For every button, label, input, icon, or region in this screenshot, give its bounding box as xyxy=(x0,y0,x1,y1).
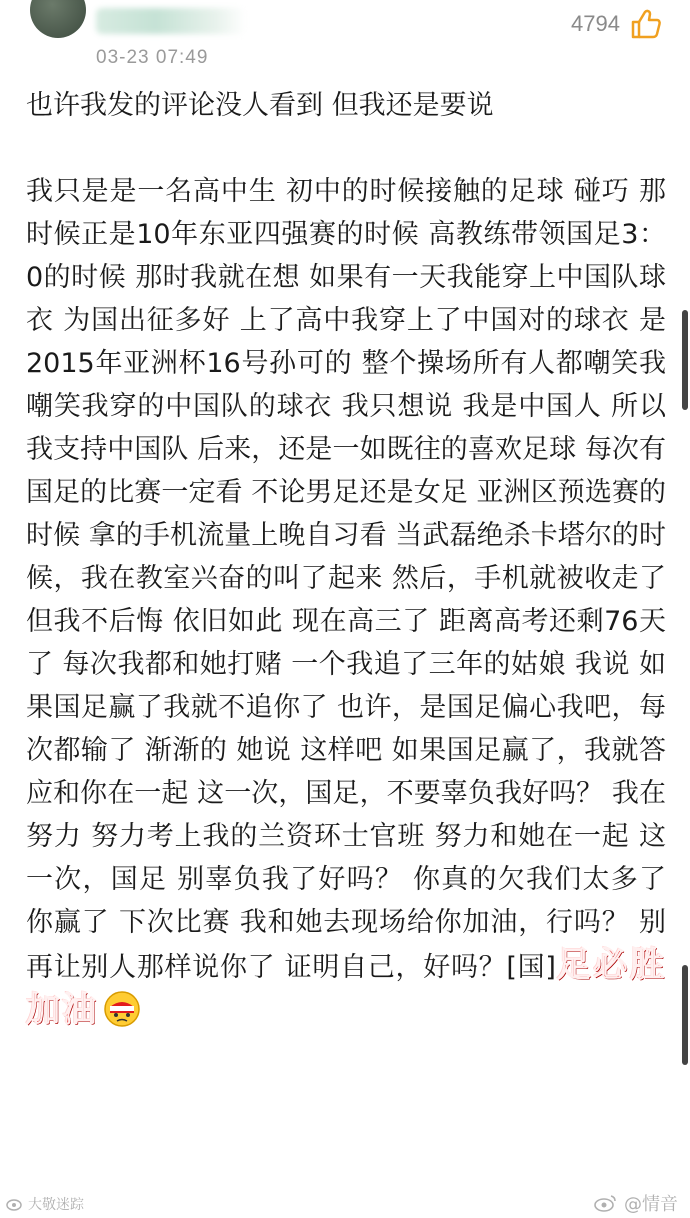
watermark-left-text: 大敬迷踪 xyxy=(28,1197,84,1213)
like-count: 4794 xyxy=(571,11,620,36)
watermark-right-text: @情音 xyxy=(624,1194,678,1215)
weibo-icon xyxy=(594,1193,618,1213)
comment-text xyxy=(26,170,666,1034)
comment-intro: 也许我发的评论没人看到 但我还是要说 xyxy=(26,90,494,121)
watermark-left xyxy=(6,1194,84,1214)
comment-main-text: 我只是是一名高中生 初中的时候接触的足球 碰巧 那时候正是10年东亚四强赛的时候 高教练带领国足3：0的时候 那时我就在想 如果有一天我能穿上中国队球衣 为国出征多好 上了高中我穿上了中国对的球衣 是2015年亚洲杯16号孙可的 整个操场所有人都嘲笑我 嘲笑我穿的中国队的球衣 我只想说 我是中国人 所以 我支持中国队 后来，还是一如既往的喜欢足球 每次有国足的比赛一定看 不论男足还是女足 亚洲区预选赛的时候 拿的手机流量上晚自习看 当武磊绝杀卡塔尔的时候，我在教室兴奋的叫了起来 然后，手机就被收走了 但我不后悔 依旧如此 现在高三了 距离高考还剩76天了 每次我都和她打赌 一个我追了三年的姑娘 我说 如果国足赢了我就不追你了 也许，是国足偏心我吧，每次都输了 渐渐的 她说 这样吧 如果国足赢了，我就答应和你在一起 这一次，国足，不要辜负我好吗？ 我在努力 努力考上我的兰资环士官班 努力和她在一起 这一次，国足 别辜负我了好吗？ 你真的欠我们太多了 你赢了 下次比赛 我和她去现场给你加油，行吗？ 别再让别人那样说你了 证明自己，好吗？ xyxy=(26,176,666,983)
flag-tag: [国] xyxy=(506,952,556,983)
weibo-icon xyxy=(6,1197,24,1211)
avatar[interactable] xyxy=(30,0,86,38)
comment-timestamp: 03-23 07:49 xyxy=(96,47,209,68)
angry-emoji-icon xyxy=(102,989,142,1029)
cheer-sticker-text: 足必胜加油 xyxy=(26,945,667,1030)
scrollbar-thumb-upper[interactable] xyxy=(682,310,688,410)
username-blurred[interactable] xyxy=(96,8,246,34)
comment-body xyxy=(26,84,666,1034)
watermark-right xyxy=(594,1190,678,1216)
thumb-up-icon[interactable] xyxy=(630,8,662,40)
like-control[interactable] xyxy=(571,8,662,40)
comment-header xyxy=(0,0,690,80)
scrollbar-thumb-lower[interactable] xyxy=(682,965,688,1065)
